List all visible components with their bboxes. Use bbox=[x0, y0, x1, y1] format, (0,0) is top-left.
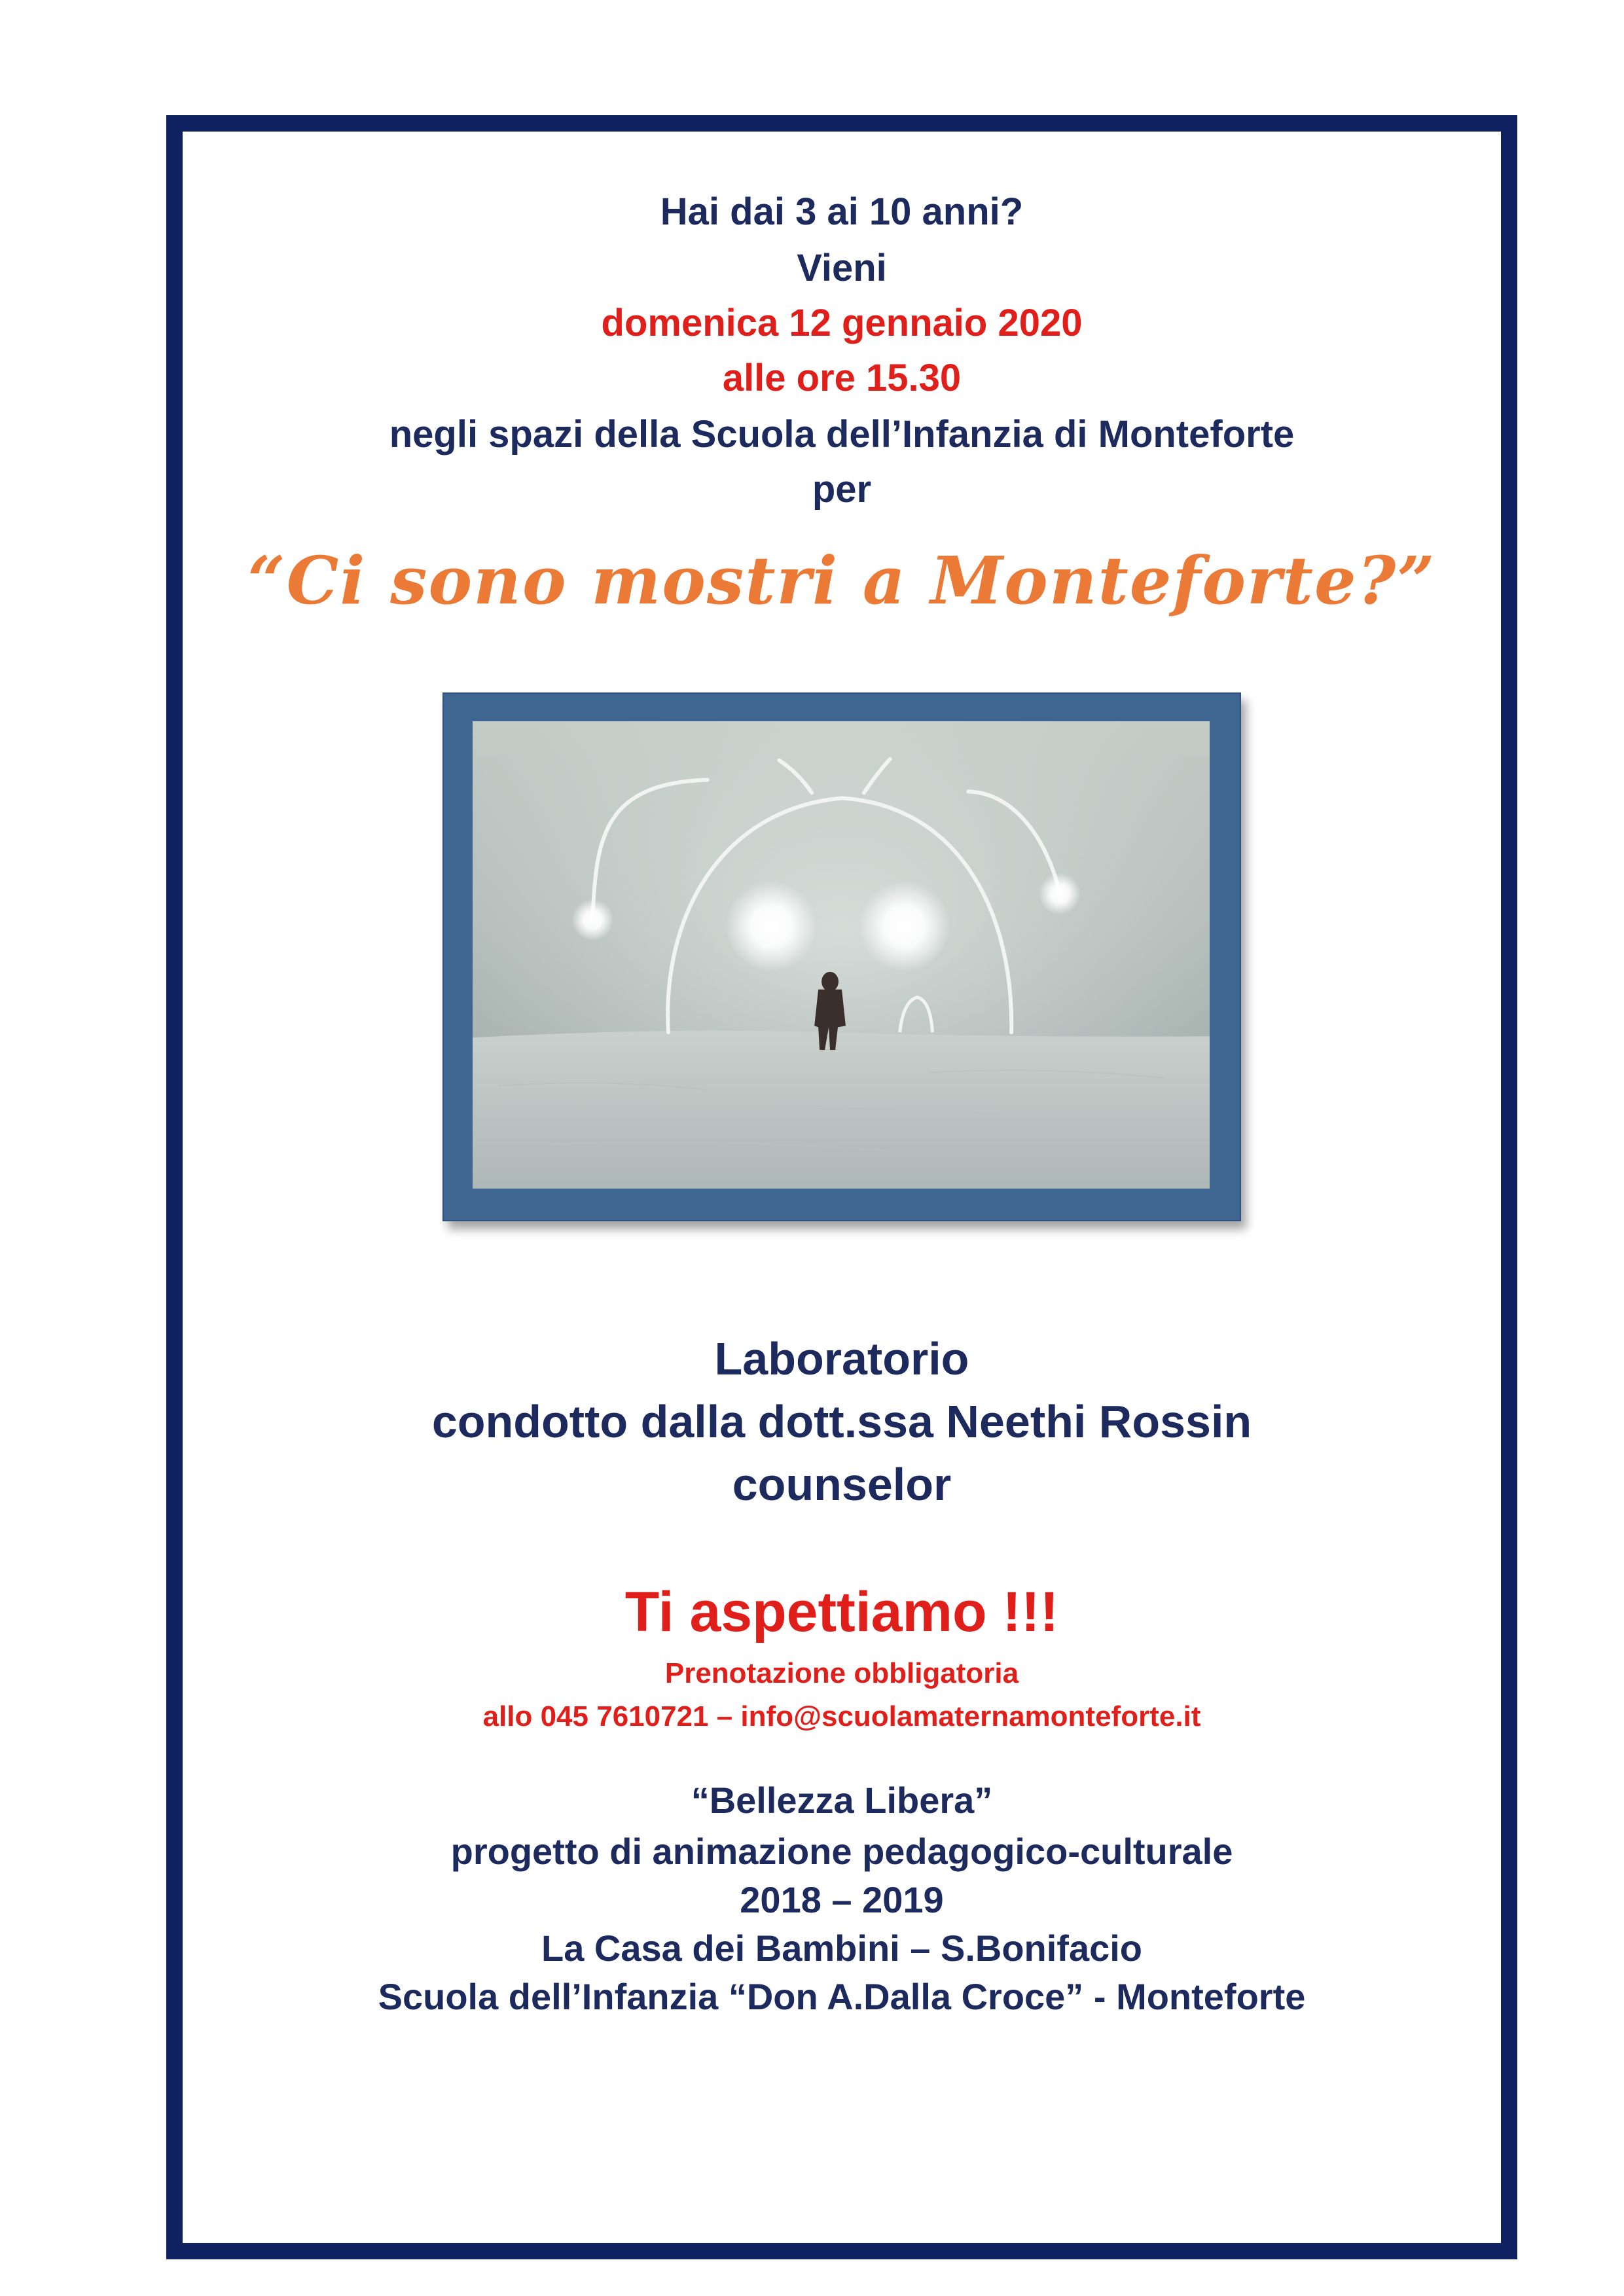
event-title: “Ci sono mostri a Monteforte?” bbox=[247, 542, 1436, 619]
project-org-1: La Casa dei Bambini – S.Bonifacio bbox=[541, 1928, 1142, 1969]
project-description: progetto di animazione pedagogico-culturale bbox=[450, 1831, 1233, 1872]
event-date: domenica 12 gennaio 2020 bbox=[601, 302, 1083, 344]
age-question: Hai dai 3 ai 10 anni? bbox=[660, 190, 1024, 233]
event-place: negli spazi della Scuola dell’Infanzia di Monteforte bbox=[389, 413, 1295, 456]
invite-headline: Ti aspettiamo !!! bbox=[624, 1581, 1059, 1643]
project-org-2: Scuola dell’Infanzia “Don A.Dalla Croce” - Monteforte bbox=[378, 1976, 1306, 2017]
workshop-role: counselor bbox=[732, 1459, 952, 1510]
for-text: per bbox=[812, 468, 872, 511]
booking-note: Prenotazione obbligatoria bbox=[664, 1657, 1019, 1689]
workshop-label: Laboratorio bbox=[714, 1333, 969, 1384]
monster-in-fog-photo bbox=[473, 721, 1210, 1189]
project-name: “Bellezza Libera” bbox=[691, 1780, 993, 1821]
come-text: Vieni bbox=[797, 247, 887, 289]
project-years: 2018 – 2019 bbox=[740, 1879, 944, 1920]
event-photo-frame bbox=[442, 692, 1241, 1221]
contact-info: allo 045 7610721 – info@scuolamaternamonteforte.it bbox=[482, 1700, 1201, 1732]
workshop-leader: condotto dalla dott.ssa Neethi Rossin bbox=[431, 1396, 1252, 1447]
event-time: alle ore 15.30 bbox=[722, 357, 962, 399]
